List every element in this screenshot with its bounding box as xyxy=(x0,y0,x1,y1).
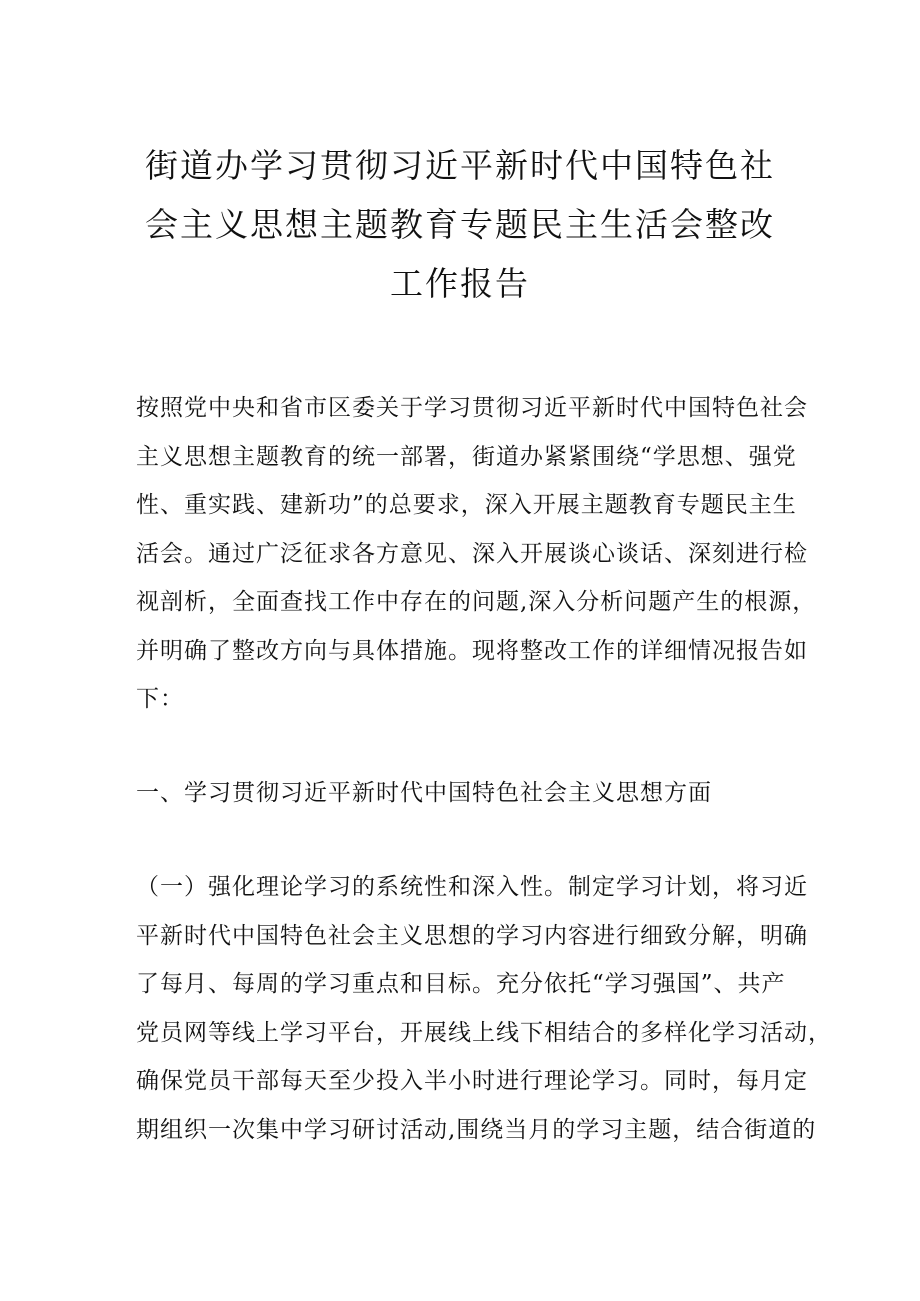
text-line: 视剖析，全面查找工作中存在的问题,深入分析问题产生的根源， xyxy=(136,589,817,615)
document-title xyxy=(130,136,790,313)
text-line: 按照党中央和省市区委关于学习贯彻习近平新时代中国特色社会 xyxy=(136,395,808,421)
text-line: 并明确了整改方向与具体措施。现将整改工作的详细情况报告如 xyxy=(136,637,808,664)
intro-paragraph xyxy=(136,384,817,724)
title-line: 工作报告 xyxy=(390,264,530,303)
title-line: 街道办学习贯彻习近平新时代中国特色社 xyxy=(145,146,775,185)
title-line: 会主义思想主题教育专题民主生活会整改 xyxy=(145,205,775,244)
text-line: （一）强化理论学习的系统性和深入性。制定学习计划，将习近 xyxy=(136,874,808,900)
text-line: 活会。通过广泛征求各方意见、深入开展谈心谈话、深刻进行检 xyxy=(136,540,808,567)
text-line: 党员网等线上学习平台，开展线上线下相结合的多样化学习活动， xyxy=(136,1019,832,1046)
text-line: 了每月、每周的学习重点和目标。充分依托“学习强国”、共产 xyxy=(136,971,786,997)
text-line: 一、学习贯彻习近平新时代中国特色社会主义思想方面 xyxy=(136,780,712,806)
section-heading xyxy=(136,769,796,818)
subsection-paragraph xyxy=(136,863,832,1154)
text-line: 主义思想主题教育的统一部署，街道办紧紧围绕“学思想、强党 xyxy=(136,443,797,470)
text-line: 性、重实践、建新功”的总要求，深入开展主题教育专题民主生 xyxy=(136,492,797,518)
text-line: 下： xyxy=(136,686,184,712)
text-line: 期组织一次集中学习研讨活动,围绕当月的学习主题，结合街道的 xyxy=(136,1116,817,1143)
text-line: 平新时代中国特色社会主义思想的学习内容进行细致分解，明确 xyxy=(136,922,808,949)
text-line: 确保党员干部每天至少投入半小时进行理论学习。同时，每月定 xyxy=(136,1068,808,1094)
